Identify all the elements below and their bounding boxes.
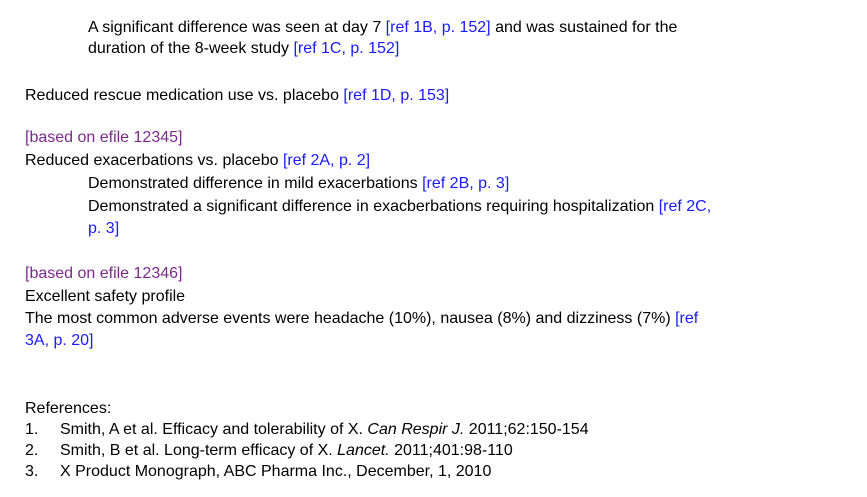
claim-safety-profile: Excellent safety profile — [25, 288, 186, 305]
claim-text: Demonstrated difference in mild exacerbations — [88, 175, 423, 192]
claim-text: duration of the 8-week study — [88, 40, 294, 57]
claim-text: and was sustained for the — [490, 19, 678, 36]
reference-citation-tail: 2011;62:150-154 — [464, 421, 589, 438]
reference-link-2c[interactable]: [ref 2C, — [658, 198, 712, 215]
efile-tag-12346: [based on efile 12346] — [25, 265, 183, 282]
reference-item-3 — [25, 461, 589, 482]
reference-link-2a[interactable]: [ref 2A, p. 2] — [282, 152, 371, 169]
reference-citation: Smith, B et al. Long-term efficacy of X. — [60, 442, 338, 459]
reference-number: 2. — [25, 442, 39, 459]
claim-rescue-medication — [25, 85, 449, 106]
reference-link-1c[interactable]: [ref 1C, p. 152] — [293, 40, 400, 57]
reference-link-2b[interactable]: [ref 2B, p. 3] — [422, 175, 510, 192]
claim-adverse-events — [25, 308, 698, 329]
reference-number: 3. — [25, 463, 39, 480]
references-heading: References: — [25, 400, 112, 417]
efile-tag-12345: [based on efile 12345] — [25, 129, 183, 146]
reference-item-1 — [25, 419, 589, 440]
claim-mild-exacerbations — [88, 173, 509, 194]
reference-citation-tail: 2011;401:98-110 — [389, 442, 513, 459]
claim-text: Reduced rescue medication use vs. placebo — [25, 87, 344, 104]
reference-number: 1. — [25, 421, 39, 438]
reference-link-3a[interactable]: [ref — [675, 310, 699, 327]
claim-text: Demonstrated a significant difference in exacberbations requiring hospitalization — [88, 198, 659, 215]
claim-detail-line-1 — [88, 17, 677, 38]
claim-detail-line-2 — [88, 38, 399, 59]
claim-text: The most common adverse events were headache (10%), nausea (8%) and dizziness (7%) — [25, 310, 676, 327]
references-list — [25, 419, 589, 482]
reference-link-1d[interactable]: [ref 1D, p. 153] — [343, 87, 450, 104]
claim-exacerbations — [25, 150, 370, 171]
reference-link-3a-continued[interactable]: 3A, p. 20] — [25, 332, 94, 349]
reference-citation: Smith, A et al. Efficacy and tolerability of X. — [60, 421, 368, 438]
reference-citation: X Product Monograph, ABC Pharma Inc., December, 1, 2010 — [60, 463, 492, 480]
claim-hospitalization — [88, 196, 711, 217]
claim-text: A significant difference was seen at day 7 — [88, 19, 386, 36]
reference-item-2 — [25, 440, 589, 461]
reference-journal: Can Respir J. — [367, 421, 465, 438]
claim-text: Reduced exacerbations vs. placebo — [25, 152, 283, 169]
reference-journal: Lancet. — [337, 442, 390, 459]
reference-link-1b[interactable]: [ref 1B, p. 152] — [385, 19, 491, 36]
reference-link-2c-continued[interactable]: p. 3] — [88, 220, 120, 237]
